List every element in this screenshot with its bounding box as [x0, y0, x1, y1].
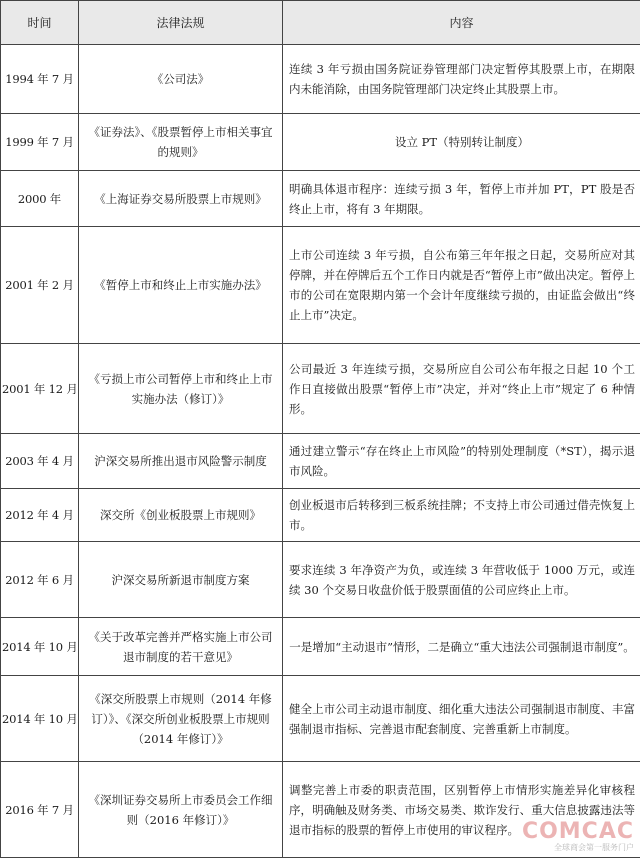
table-row: [1, 489, 640, 542]
row-content: 连续 3 年亏损由国务院证券管理部门决定暂停其股票上市，在期限内未能消除，由国务院管理部门决定终止其股票上市。: [283, 45, 640, 114]
watermark-logo: COMCAC: [522, 821, 634, 843]
row-law: 《关于改革完善并严格实施上市公司退市制度的若干意见》: [79, 618, 283, 676]
table-row: [1, 676, 640, 762]
row-content: 公司最近 3 年连续亏损，交易所应自公司公布年报之日起 10 个工作日直接做出股票“暂停上市”决定，并对“终止上市”规定了 6 种情形。: [283, 344, 640, 434]
table-row: [1, 542, 640, 618]
table-row: [1, 762, 640, 858]
header-time: 时间: [1, 1, 79, 45]
row-law: 《深圳证券交易所上市委员会工作细则（2016 年修订）》: [79, 762, 283, 858]
row-time: 2014 年 10 月: [1, 676, 79, 762]
watermark-subtitle: 全球商会第一服务门户: [522, 843, 634, 853]
row-law: 《公司法》: [79, 45, 283, 114]
row-law: 沪深交易所推出退市风险警示制度: [79, 434, 283, 489]
row-law: 《证券法》、《股票暂停上市相关事宜的规则》: [79, 114, 283, 171]
row-content: 明确具体退市程序：连续亏损 3 年，暂停上市并加 PT，PT 股是否终止上市，将有 3 年期限。: [283, 171, 640, 227]
row-content: 设立 PT（特别转让制度）: [283, 114, 640, 171]
table-row: [1, 227, 640, 344]
row-law: 深交所《创业板股票上市规则》: [79, 489, 283, 542]
header-content: 内容: [283, 1, 640, 45]
row-time: 2012 年 6 月: [1, 542, 79, 618]
row-content: 调整完善上市委的职责范围，区别暂停上市情形实施差异化审核程序，明确触及财务类、市场交易类、欺诈发行、重大信息披露违法等退市指标的股票的暂停上市使用的审议程序。: [283, 762, 640, 858]
table-row: [1, 434, 640, 489]
table-row: [1, 45, 640, 114]
row-law: 《暂停上市和终止上市实施办法》: [79, 227, 283, 344]
row-law: 《深交所股票上市规则（2014 年修订）》、《深交所创业板股票上市规则（2014 年修订）》: [79, 676, 283, 762]
table-row: [1, 344, 640, 434]
row-law: 沪深交易所新退市制度方案: [79, 542, 283, 618]
row-content: 要求连续 3 年净资产为负，或连续 3 年营收低于 1000 万元，或连续 30 个交易日收盘价低于股票面值的公司应终止上市。: [283, 542, 640, 618]
table-row: [1, 114, 640, 171]
row-time: 1994 年 7 月: [1, 45, 79, 114]
table-header-row: [1, 1, 640, 45]
row-law: 《亏损上市公司暂停上市和终止上市实施办法（修订）》: [79, 344, 283, 434]
table-row: [1, 171, 640, 227]
row-content: 创业板退市后转移到三板系统挂牌；不支持上市公司通过借壳恢复上市。: [283, 489, 640, 542]
row-law: 《上海证券交易所股票上市规则》: [79, 171, 283, 227]
row-time: 2014 年 10 月: [1, 618, 79, 676]
row-time: 2016 年 7 月: [1, 762, 79, 858]
row-time: 2000 年: [1, 171, 79, 227]
row-content: 上市公司连续 3 年亏损，自公布第三年年报之日起，交易所应对其停牌，并在停牌后五个工作日内就是否“暂停上市”做出决定。暂停上市的公司在宽限期内第一个会计年度继续亏损的，由证监会做出“终止上市”决定。: [283, 227, 640, 344]
row-time: 1999 年 7 月: [1, 114, 79, 171]
row-content: 通过建立警示“存在终止上市风险”的特别处理制度（*ST），揭示退市风险。: [283, 434, 640, 489]
header-law: 法律法规: [79, 1, 283, 45]
table-row: [1, 618, 640, 676]
row-time: 2001 年 12 月: [1, 344, 79, 434]
row-content: 一是增加“主动退市”情形，二是确立“重大违法公司强制退市制度”。: [283, 618, 640, 676]
row-time: 2012 年 4 月: [1, 489, 79, 542]
row-time: 2003 年 4 月: [1, 434, 79, 489]
row-content: 健全上市公司主动退市制度、细化重大违法公司强制退市制度、丰富强制退市指标、完善退市配套制度、完善重新上市制度。: [283, 676, 640, 762]
row-time: 2001 年 2 月: [1, 227, 79, 344]
